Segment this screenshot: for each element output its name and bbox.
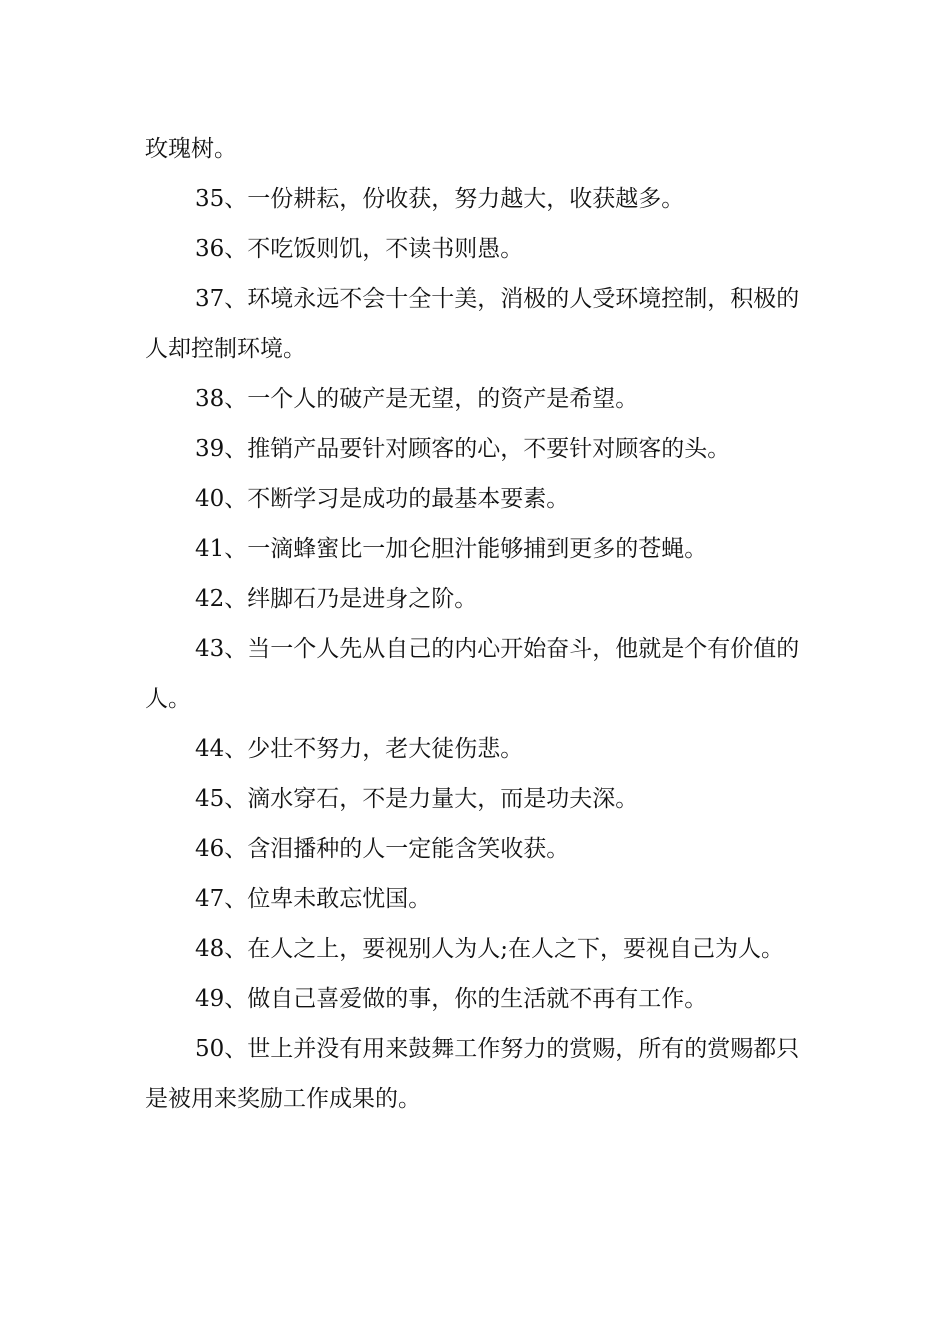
paragraph-36: 36、不吃饭则饥，不读书则愚。 bbox=[195, 236, 524, 262]
paragraph-49: 49、做自己喜爱做的事，你的生活就不再有工作。 bbox=[195, 986, 708, 1012]
paragraph-39: 39、推销产品要针对顾客的心，不要针对顾客的头。 bbox=[195, 436, 731, 462]
paragraph-43: 43、当一个人先从自己的内心开始奋斗，他就是个有价值的人。 bbox=[145, 636, 800, 712]
paragraph-46: 46、含泪播种的人一定能含笑收获。 bbox=[195, 836, 570, 862]
paragraph-35: 35、一份耕耘，份收获，努力越大，收获越多。 bbox=[195, 186, 685, 212]
paragraph-continued: 玫瑰树。 bbox=[145, 136, 237, 162]
paragraph-47: 47、位卑未敢忘忧国。 bbox=[195, 886, 432, 912]
paragraph-45: 45、滴水穿石，不是力量大，而是功夫深。 bbox=[195, 786, 639, 812]
paragraph-42: 42、绊脚石乃是进身之阶。 bbox=[195, 586, 478, 612]
paragraph-40: 40、不断学习是成功的最基本要素。 bbox=[195, 486, 570, 512]
paragraph-41: 41、一滴蜂蜜比一加仑胆汁能够捕到更多的苍蝇。 bbox=[195, 536, 708, 562]
paragraph-38: 38、一个人的破产是无望，的资产是希望。 bbox=[195, 386, 639, 412]
document-body bbox=[145, 124, 810, 1124]
paragraph-44: 44、少壮不努力，老大徒伤悲。 bbox=[195, 736, 524, 762]
paragraph-50: 50、世上并没有用来鼓舞工作努力的赏赐，所有的赏赐都只是被用来奖励工作成果的。 bbox=[145, 1036, 800, 1112]
paragraph-48: 48、在人之上，要视别人为人;在人之下，要视自己为人。 bbox=[195, 936, 785, 962]
paragraph-37: 37、环境永远不会十全十美，消极的人受环境控制，积极的人却控制环境。 bbox=[145, 286, 800, 362]
